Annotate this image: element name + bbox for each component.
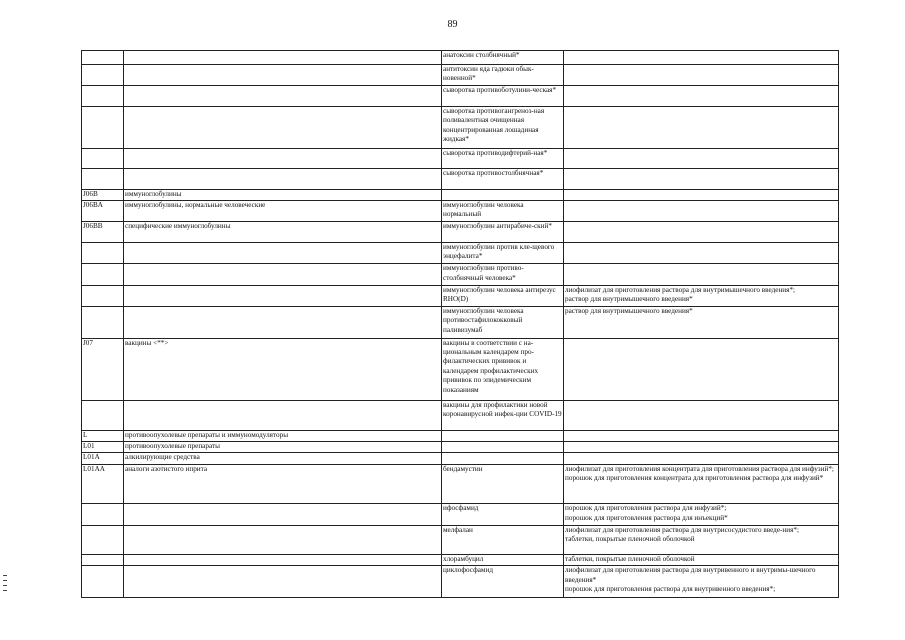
table-row — [82, 338, 839, 400]
dosage-form-line: таблетки, покрытые пленочной оболочкой — [565, 535, 695, 544]
group-name-cell — [124, 65, 442, 86]
group-name-cell — [124, 525, 442, 554]
table-row — [82, 242, 839, 263]
drug-name-cell: сыворотка противостолбнячная* — [442, 169, 564, 190]
group-name-cell — [124, 86, 442, 107]
drug-name-cell: анатоксин столбнячный* — [442, 51, 564, 65]
atc-code-cell — [82, 169, 124, 190]
table-row — [82, 106, 839, 148]
group-name-cell — [124, 106, 442, 148]
atc-code-cell: L01A — [82, 453, 124, 464]
dosage-form-line: таблетки, покрытые пленочной оболочкой — [565, 555, 695, 564]
table-row — [82, 200, 839, 221]
table-row — [82, 285, 839, 306]
atc-code-cell — [82, 65, 124, 86]
dosage-forms-cell — [564, 504, 839, 525]
dosage-forms-cell — [564, 453, 839, 464]
table-row — [82, 453, 839, 464]
dosage-forms-cell — [564, 51, 839, 65]
dosage-forms-cell — [564, 264, 839, 285]
dosage-form-line: порошок для приготовления концентрата для приготовления раствора для инфузий* — [565, 473, 824, 482]
group-name-cell — [124, 148, 442, 169]
drug-name-cell: иммуноглобулин антирабиче-ский* — [442, 222, 564, 243]
table-row — [82, 566, 839, 598]
scan-artifact — [3, 580, 7, 581]
dosage-forms-cell — [564, 189, 839, 200]
group-name-cell — [124, 504, 442, 525]
group-name-cell — [124, 242, 442, 263]
dosage-forms-cell — [564, 442, 839, 453]
group-name-cell — [124, 169, 442, 190]
drug-name-cell: хлорамбуцил — [442, 555, 564, 566]
atc-code-cell — [82, 264, 124, 285]
atc-code-cell — [82, 285, 124, 306]
atc-code-cell — [82, 86, 124, 107]
dosage-forms-cell — [564, 86, 839, 107]
group-name-cell — [124, 264, 442, 285]
dosage-forms-cell — [564, 430, 839, 441]
drug-name-cell: иммуноглобулин против кле-щевого энцефалита* — [442, 242, 564, 263]
dosage-forms-cell — [564, 106, 839, 148]
group-name-cell: вакцины <**> — [124, 338, 442, 400]
atc-code-cell: L01AA — [82, 464, 124, 504]
table-row — [82, 169, 839, 190]
dosage-forms-cell — [564, 285, 839, 306]
table-body — [82, 51, 839, 598]
dosage-forms-cell — [564, 242, 839, 263]
drug-name-cell: вакцины для профилактики новой коронавирусной инфек-ции COVID-19 — [442, 400, 564, 430]
group-name-cell — [124, 555, 442, 566]
dosage-form-line: раствор для внутримышечного введения* — [565, 307, 693, 315]
atc-code-cell: J06BA — [82, 200, 124, 221]
dosage-forms-cell — [564, 525, 839, 554]
dosage-form-line: лиофилизат для приготовления раствора для внутривенного и внутримы-шечного введения* — [565, 566, 816, 584]
table-row — [82, 504, 839, 525]
table-row — [82, 65, 839, 86]
drug-name-cell: сыворотка противоботулини-ческая* — [442, 86, 564, 107]
dosage-forms-cell — [564, 307, 839, 339]
dosage-form-line: порошок для приготовления раствора для внутривенного введения*; — [565, 585, 776, 594]
drug-name-cell: иммуноглобулин человека антирезус RHO(D) — [442, 285, 564, 306]
drug-list-table — [81, 50, 839, 598]
drug-name-cell: ифосфамид — [442, 504, 564, 525]
table-row — [82, 555, 839, 566]
atc-code-cell — [82, 400, 124, 430]
dosage-form-line: лиофилизат для приготовления концентрата для приготовления раствора для инфузий*; — [565, 464, 834, 473]
atc-code-cell — [82, 525, 124, 554]
drug-name-cell: сыворотка противогангреноз-ная поливалентная очищенная концентрированная лошадиная жидкая* — [442, 106, 564, 148]
group-name-cell — [124, 285, 442, 306]
table-row — [82, 442, 839, 453]
dosage-form-line: порошок для приготовления раствора для инъекций* — [565, 513, 728, 522]
atc-code-cell — [82, 51, 124, 65]
dosage-forms-cell — [564, 169, 839, 190]
dosage-forms-cell — [564, 400, 839, 430]
dosage-form-line: раствор для внутримышечного введения* — [565, 295, 693, 304]
table-row — [82, 307, 839, 339]
dosage-form-line: порошок для приготовления раствора для инфузий*; — [565, 504, 727, 513]
atc-code-cell: J06B — [82, 189, 124, 200]
group-name-cell — [124, 51, 442, 65]
table-row — [82, 222, 839, 243]
atc-code-cell — [82, 242, 124, 263]
table-row — [82, 430, 839, 441]
page-number: 89 — [447, 19, 458, 30]
table-row — [82, 464, 839, 504]
table-row — [82, 264, 839, 285]
atc-code-cell: J07 — [82, 338, 124, 400]
scan-artifact — [3, 585, 7, 586]
atc-code-cell: L — [82, 430, 124, 441]
dosage-forms-cell — [564, 65, 839, 86]
atc-code-cell — [82, 566, 124, 598]
group-name-cell: алкилирующие средства — [124, 453, 442, 464]
table-row — [82, 148, 839, 169]
table-row — [82, 51, 839, 65]
drug-name-cell: бендамустин — [442, 464, 564, 504]
atc-code-cell — [82, 106, 124, 148]
dosage-forms-cell — [564, 148, 839, 169]
dosage-forms-cell — [564, 566, 839, 598]
table-row — [82, 400, 839, 430]
atc-code-cell — [82, 555, 124, 566]
dosage-forms-cell — [564, 338, 839, 400]
group-name-cell — [124, 307, 442, 339]
drug-name-cell: антитоксин яда гадюки обык-новенной* — [442, 65, 564, 86]
drug-name-cell: мелфалан — [442, 525, 564, 554]
group-name-cell — [124, 400, 442, 430]
drug-name-cell: циклофосфамид — [442, 566, 564, 598]
table-row — [82, 86, 839, 107]
group-name-cell — [124, 566, 442, 598]
drug-name-cell: сыворотка противодифтерий-ная* — [442, 148, 564, 169]
atc-code-cell: L01 — [82, 442, 124, 453]
atc-code-cell — [82, 307, 124, 339]
table-row — [82, 189, 839, 200]
drug-name-cell: иммуноглобулин человека нормальный — [442, 200, 564, 221]
drug-name-cell: иммуноглобулин человека противостафилококковый паливизумаб — [442, 307, 564, 339]
drug-name-cell: иммуноглобулин противо-столбнячный человека* — [442, 264, 564, 285]
dosage-forms-cell — [564, 555, 839, 566]
dosage-forms-cell — [564, 200, 839, 221]
drug-name-cell — [442, 453, 564, 464]
group-name-cell: иммуноглобулины, нормальные человеческие — [124, 200, 442, 221]
group-name-cell: специфические иммуноглобулины — [124, 222, 442, 243]
group-name-cell: иммуноглобулины — [124, 189, 442, 200]
dosage-form-line: лиофилизат для приготовления раствора для внутримышечного введения*; — [565, 285, 796, 294]
scan-artifact — [3, 575, 7, 576]
scan-artifact — [3, 590, 7, 591]
atc-code-cell — [82, 148, 124, 169]
group-name-cell: противоопухолевые препараты — [124, 442, 442, 453]
group-name-cell: аналоги азотистого иприта — [124, 464, 442, 504]
dosage-forms-cell — [564, 464, 839, 504]
table-row — [82, 525, 839, 554]
dosage-forms-cell — [564, 222, 839, 243]
drug-name-cell — [442, 442, 564, 453]
dosage-form-line: лиофилизат для приготовления раствора для внутрисосудистого введе-ния*; — [565, 525, 800, 534]
atc-code-cell: J06BB — [82, 222, 124, 243]
atc-code-cell — [82, 504, 124, 525]
drug-name-cell — [442, 430, 564, 441]
drug-name-cell: вакцины в соответствии с на-циональным календарем про-филактических прививок и календарем профилактических прививок по эпидемическим показаниям — [442, 338, 564, 400]
drug-name-cell — [442, 189, 564, 200]
group-name-cell: противоопухолевые препараты и иммуномодуляторы — [124, 430, 442, 441]
